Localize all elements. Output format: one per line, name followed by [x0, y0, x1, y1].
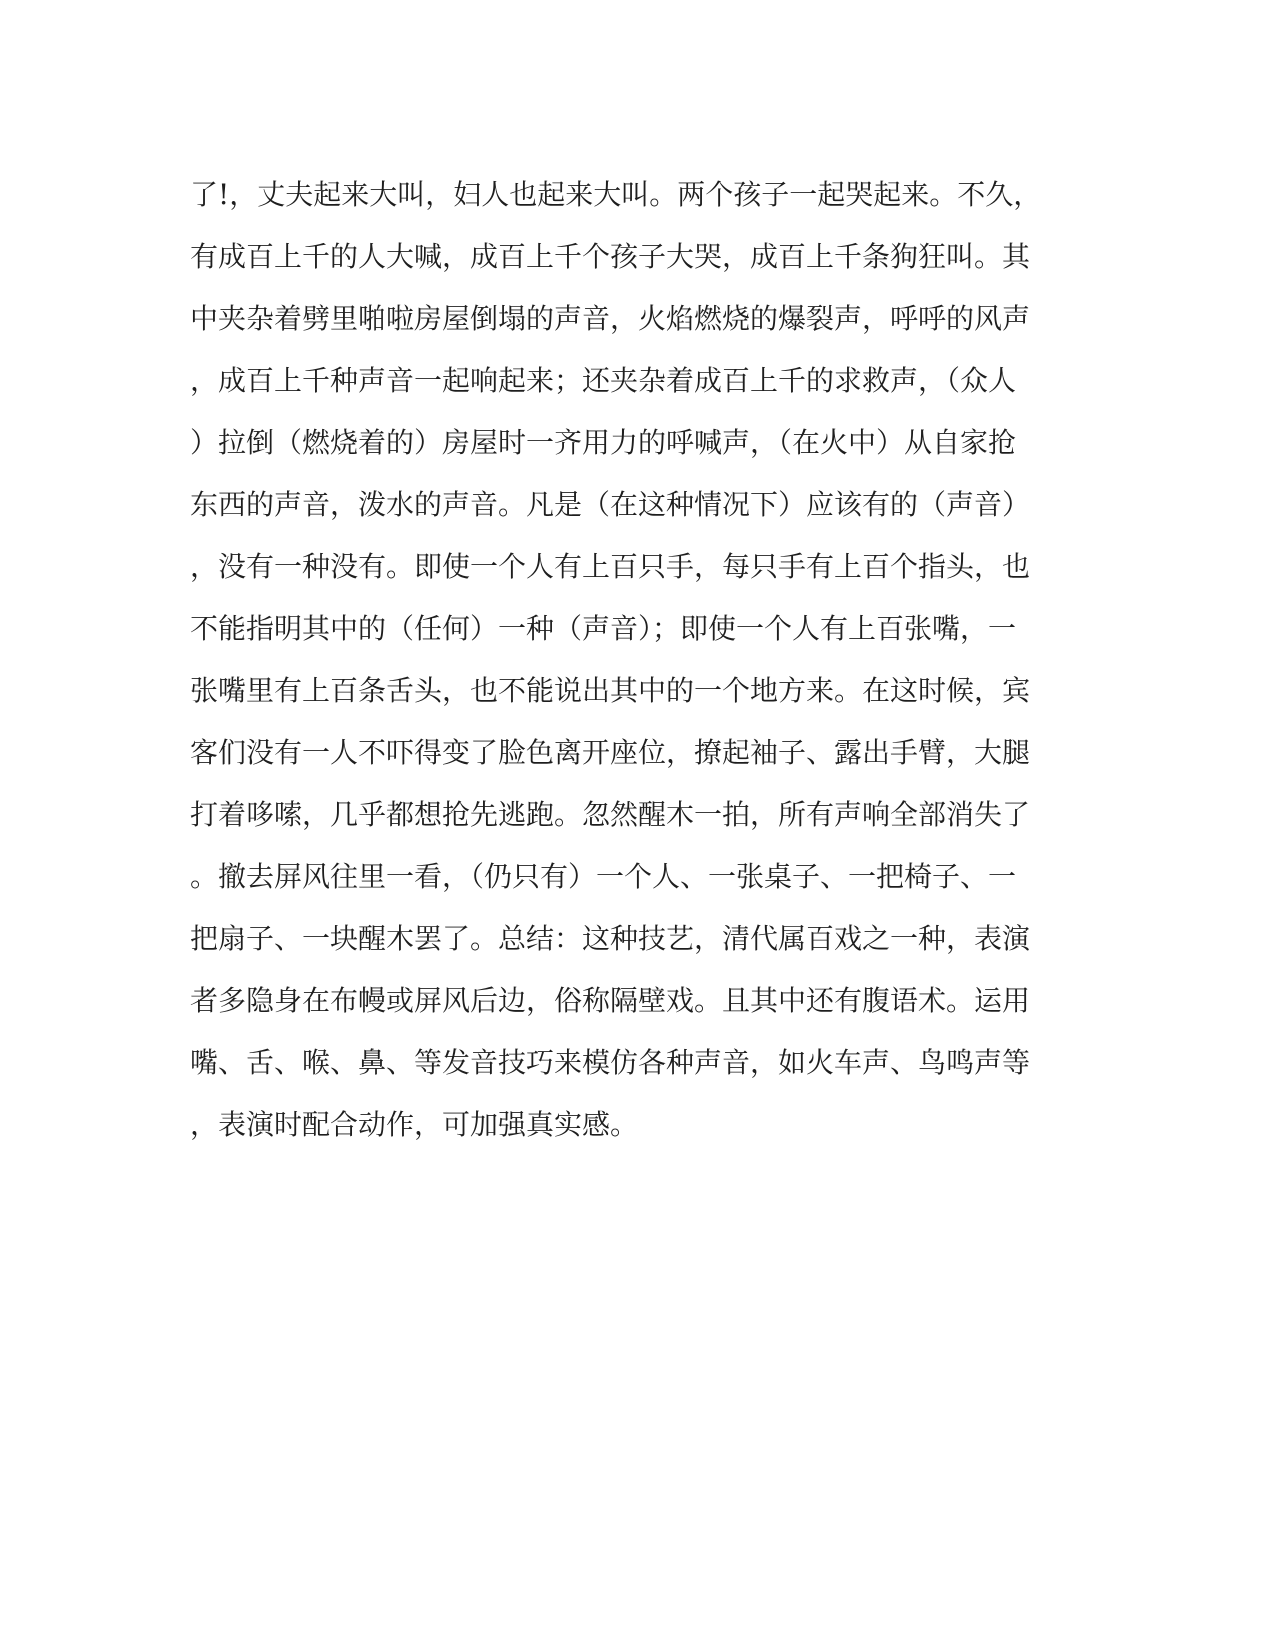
text-line: ，成百上千种声音一起响起来；还夹杂着成百上千的求救声，（众人: [190, 364, 1017, 397]
text-line: 。撤去屏风往里一看，（仍只有）一个人、一张桌子、一把椅子、一: [190, 860, 1017, 893]
text-line: ，表演时配合动作，可加强真实感。: [190, 1108, 639, 1141]
text-line: 把扇子、一块醒木罢了。总结：这种技艺，清代属百戏之一种，表演: [190, 922, 1031, 955]
text-line: 打着哆嗦，几乎都想抢先逃跑。忽然醒木一拍，所有声响全部消失了: [190, 798, 1031, 831]
text-line: 者多隐身在布幔或屏风后边，俗称隔壁戏。且其中还有腹语术。运用: [190, 984, 1031, 1017]
text-line: 客们没有一人不吓得变了脸色离开座位，撩起袖子、露出手臂，大腿: [190, 736, 1031, 769]
text-line: ，没有一种没有。即使一个人有上百只手，每只手有上百个指头，也: [190, 550, 1031, 583]
text-line: ）拉倒（燃烧着的）房屋时一齐用力的呼喊声，（在火中）从自家抢: [190, 426, 1017, 459]
text-line: 嘴、舌、喉、鼻、等发音技巧来模仿各种声音，如火车声、鸟鸣声等: [190, 1046, 1031, 1079]
text-line: 了!，丈夫起来大叫，妇人也起来大叫。两个孩子一起哭起来。不久，: [190, 178, 1042, 211]
text-line: 有成百上千的人大喊，成百上千个孩子大哭，成百上千条狗狂叫。其: [190, 240, 1031, 273]
text-line: 不能指明其中的（任何）一种（声音）；即使一个人有上百张嘴，一: [190, 612, 1017, 645]
body-text: [190, 164, 1090, 1156]
text-line: 东西的声音，泼水的声音。凡是（在这种情况下）应该有的（声音）: [190, 488, 1031, 521]
text-line: 中夹杂着劈里啪啦房屋倒塌的声音，火焰燃烧的爆裂声，呼呼的风声: [190, 302, 1031, 335]
text-line: 张嘴里有上百条舌头，也不能说出其中的一个地方来。在这时候，宾: [190, 674, 1031, 707]
